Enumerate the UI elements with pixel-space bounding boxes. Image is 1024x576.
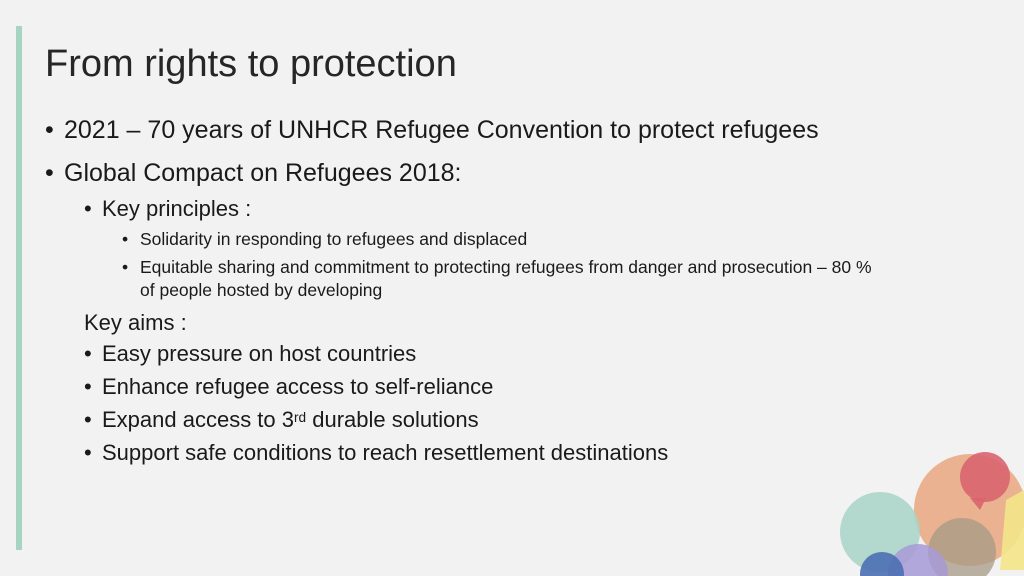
bullet-marker: • (122, 229, 129, 249)
bullet-text: Key principles : (102, 196, 252, 221)
bullet-marker: • (84, 407, 92, 432)
bullet-marker: • (84, 196, 92, 221)
text-part: durable solutions (306, 407, 479, 432)
bullet-marker: • (45, 116, 54, 144)
bullet-text-continuation: of people hosted by developing (140, 280, 383, 300)
bullet-marker: • (122, 257, 129, 277)
bullet-marker: • (84, 341, 92, 366)
bullet-text: 2021 – 70 years of UNHCR Refugee Convention to protect refugees (64, 116, 819, 144)
bullet-text: Support safe conditions to reach resettlement destinations (102, 440, 669, 465)
section-label: Key aims : (84, 310, 187, 335)
bullet-text: Global Compact on Refugees 2018: (64, 159, 462, 187)
slide-title: From rights to protection (45, 43, 457, 85)
bullet-text: Easy pressure on host countries (102, 341, 417, 366)
bullet-marker: • (45, 159, 54, 187)
bullet-text: Equitable sharing and commitment to protecting refugees from danger and prosecution – 80 % (140, 257, 872, 277)
bullet-marker: • (84, 374, 92, 399)
text-part: Expand access to 3 (102, 407, 295, 432)
bullet-text: Enhance refugee access to self-reliance (102, 374, 494, 399)
bullet-marker: • (84, 440, 92, 465)
bubble-red (960, 452, 1010, 502)
superscript: rd (294, 410, 307, 426)
bullet-text (102, 406, 479, 434)
speech-bubbles-graphic (830, 440, 1024, 576)
accent-bar (16, 26, 22, 550)
bullet-text: Solidarity in responding to refugees and displaced (140, 229, 528, 249)
